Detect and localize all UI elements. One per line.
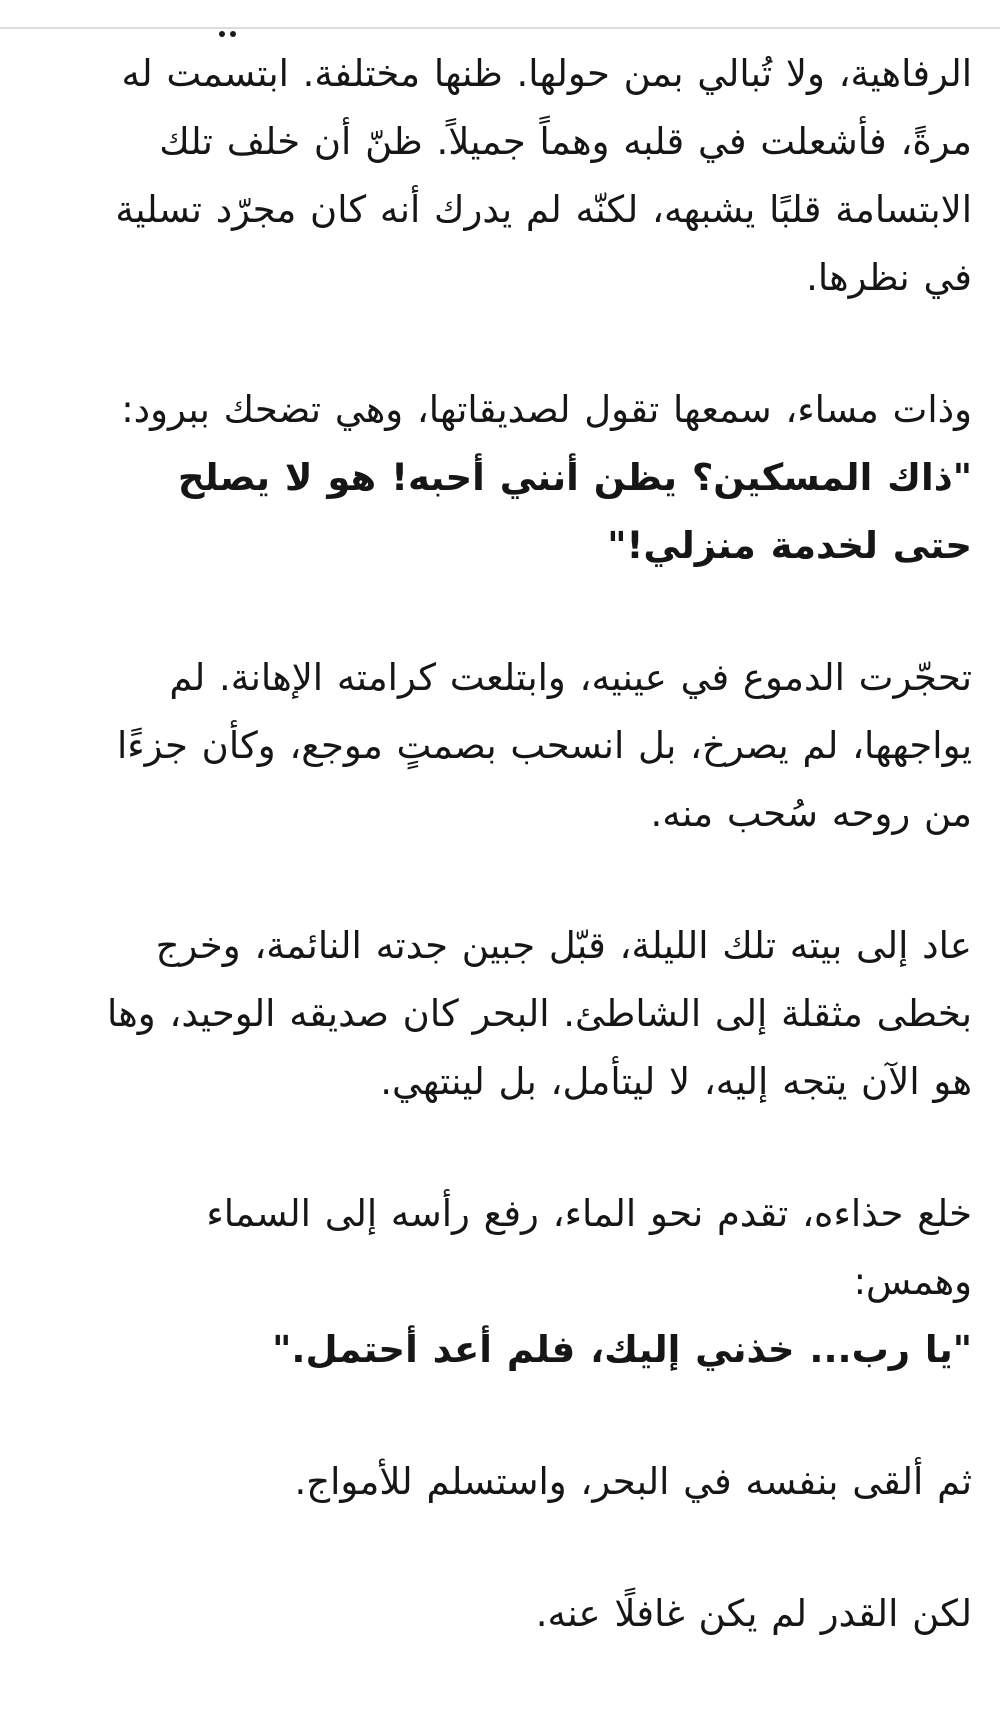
cropped-line-remnant [217,31,243,39]
story-paragraph: خلع حذاءه، تقدم نحو الماء، رفع رأسه إلى السماء وهمس: [206,1192,972,1303]
story-paragraph: الرفاهية، ولا تُبالي بمن حولها. ظنها مختلفة. ابتسمت له مرةً، فأشعلت في قلبه وهماً جميلاً. ظنّ أن خلف تلك الابتسامة قلبًا يشبهه، لكنّه لم يدرك أنه كان مجرّد تسلية في نظرها. [115,52,972,299]
story-paragraph: تحجّرت الدموع في عينيه، وابتلعت كرامته الإهانة. لم يواجهها، لم يصرخ، بل انسحب بصمتٍ موجع، وكأن جزءًا من روحه سُحب منه. [116,656,972,835]
top-white-strip [0,0,1000,27]
remnant-dot [230,31,236,37]
story-paragraph: وذات مساء، سمعها تقول لصديقاتها، وهي تضحك ببرود: [121,388,972,431]
story-paragraph: عاد إلى بيته تلك الليلة، قبّل جبين جدته النائمة، وخرج بخطى مثقلة إلى الشاطئ. البحر كان صديقه الوحيد، وها هو الآن يتجه إليه، لا ليتأمل، بل لينتهي. [106,924,972,1103]
quoted-speech: "ذاك المسكين؟ يظن أنني أحبه! هو لا يصلح حتى لخدمة منزلي!" [177,456,972,567]
quoted-speech: "يا رب... خذني إليك، فلم أعد أحتمل." [272,1328,972,1371]
top-divider [0,27,1000,29]
remnant-dot [219,31,225,37]
story-paragraph: لكن القدر لم يكن غافلًا عنه. [535,1592,972,1635]
story-text-body [0,40,1000,1712]
story-paragraph: ثم ألقى بنفسه في البحر، واستسلم للأمواج. [294,1460,972,1503]
